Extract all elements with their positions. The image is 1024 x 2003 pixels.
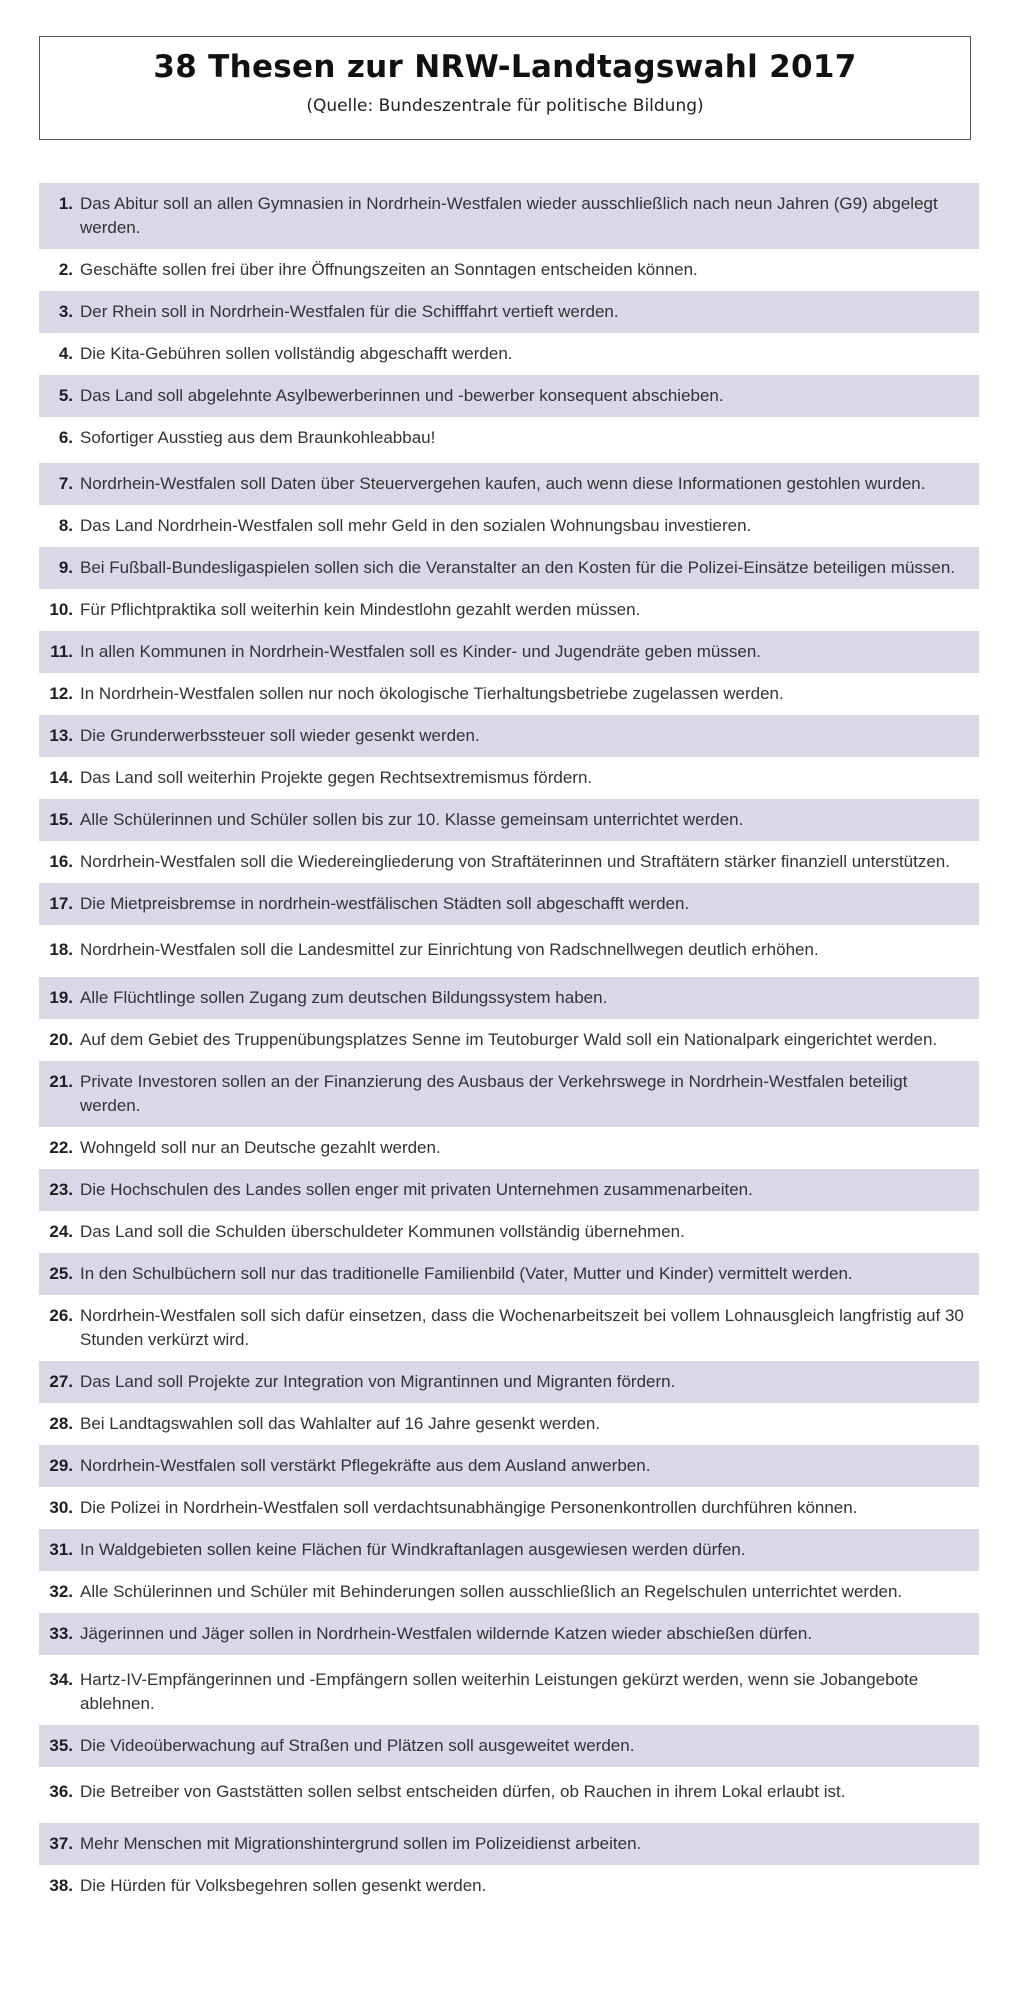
thesis-text: Nordrhein-Westfalen soll die Landesmittel zur Einrichtung von Radschnellwegen deutlich erhöhen. (80, 940, 819, 959)
thesis-number: 19. (49, 988, 73, 1007)
thesis-number: 23. (49, 1180, 73, 1199)
thesis-text: Das Land Nordrhein-Westfalen soll mehr Geld in den sozialen Wohnungsbau investieren. (80, 516, 752, 535)
thesis-number: 22. (49, 1138, 73, 1157)
thesis-item (39, 183, 979, 249)
thesis-item (39, 249, 979, 291)
thesis-item (39, 291, 979, 333)
thesis-number: 25. (49, 1264, 73, 1283)
thesis-text: Das Land soll die Schulden überschuldeter Kommunen vollständig übernehmen. (80, 1222, 685, 1241)
thesis-number: 29. (49, 1456, 73, 1475)
thesis-text: Der Rhein soll in Nordrhein-Westfalen für die Schifffahrt vertieft werden. (80, 302, 619, 321)
thesis-item (39, 463, 979, 505)
thesis-item (39, 1445, 979, 1487)
thesis-item (39, 1613, 979, 1655)
thesis-number: 3. (58, 302, 73, 321)
thesis-number: 21. (49, 1072, 73, 1091)
thesis-item (39, 977, 979, 1019)
thesis-number: 1. (58, 194, 73, 213)
thesis-text: In den Schulbüchern soll nur das traditionelle Familienbild (Vater, Mutter und Kinder) vermittelt werden. (80, 1264, 853, 1283)
thesis-item (39, 929, 979, 971)
thesis-text: Die Betreiber von Gaststätten sollen selbst entscheiden dürfen, ob Rauchen in ihrem Lokal erlaubt ist. (80, 1782, 846, 1801)
thesis-item (39, 1019, 979, 1061)
thesis-item (39, 1211, 979, 1253)
thesis-text: Bei Fußball-Bundesligaspielen sollen sich die Veranstalter an den Kosten für die Polizei-Einsätze beteiligen müssen. (80, 558, 956, 577)
thesis-number: 4. (58, 344, 73, 363)
thesis-text: Alle Schülerinnen und Schüler mit Behinderungen sollen ausschließlich an Regelschulen unterrichtet werden. (80, 1582, 903, 1601)
thesis-text: Die Grunderwerbssteuer soll wieder gesenkt werden. (80, 726, 480, 745)
thesis-text: Die Kita-Gebühren sollen vollständig abgeschafft werden. (80, 344, 513, 363)
thesis-item (39, 1529, 979, 1571)
thesis-item (39, 883, 979, 925)
thesis-number: 10. (49, 600, 73, 619)
thesis-item (39, 1169, 979, 1211)
thesis-number: 5. (58, 386, 73, 405)
thesis-text: Auf dem Gebiet des Truppenübungsplatzes Senne im Teutoburger Wald soll ein Nationalpark eingerichtet werden. (80, 1030, 938, 1049)
thesis-number: 13. (49, 726, 73, 745)
thesis-item (39, 1403, 979, 1445)
thesis-item (39, 1127, 979, 1169)
thesis-item (39, 1865, 979, 1907)
page-title: 38 Thesen zur NRW-Landtagswahl 2017 (153, 49, 857, 85)
thesis-number: 2. (58, 260, 73, 279)
source-subtitle: (Quelle: Bundeszentrale für politische Bildung) (306, 96, 704, 116)
thesis-number: 6. (58, 428, 73, 447)
thesis-item (39, 1571, 979, 1613)
thesis-text: Die Polizei in Nordrhein-Westfalen soll verdachtsunabhängige Personenkontrollen durchführen können. (80, 1498, 858, 1517)
thesis-item (39, 1771, 979, 1813)
theses-list (39, 183, 979, 1907)
thesis-text: In Nordrhein-Westfalen sollen nur noch ökologische Tierhaltungsbetriebe zugelassen werden. (80, 684, 784, 703)
thesis-text: In Waldgebieten sollen keine Flächen für Windkraftanlagen ausgewiesen werden dürfen. (80, 1540, 746, 1559)
thesis-text: Die Videoüberwachung auf Straßen und Plätzen soll ausgeweitet werden. (80, 1736, 635, 1755)
thesis-text: Das Land soll weiterhin Projekte gegen Rechtsextremismus fördern. (80, 768, 593, 787)
thesis-number: 18. (49, 940, 73, 959)
thesis-item (39, 1295, 979, 1361)
thesis-text: Sofortiger Ausstieg aus dem Braunkohleabbau! (80, 428, 436, 447)
thesis-text: Die Mietpreisbremse in nordrhein-westfälischen Städten soll abgeschafft werden. (80, 894, 690, 913)
thesis-number: 12. (49, 684, 73, 703)
thesis-item (39, 589, 979, 631)
thesis-number: 28. (49, 1414, 73, 1433)
thesis-item (39, 757, 979, 799)
thesis-text: Geschäfte sollen frei über ihre Öffnungszeiten an Sonntagen entscheiden können. (80, 260, 698, 279)
thesis-number: 36. (49, 1782, 73, 1801)
thesis-number: 38. (49, 1876, 73, 1895)
thesis-text: Das Land soll abgelehnte Asylbewerberinnen und -bewerber konsequent abschieben. (80, 386, 724, 405)
thesis-number: 20. (49, 1030, 73, 1049)
thesis-text: Für Pflichtpraktika soll weiterhin kein Mindestlohn gezahlt werden müssen. (80, 600, 641, 619)
thesis-number: 34. (49, 1670, 73, 1689)
thesis-text: Hartz-IV-Empfängerinnen und -Empfängern sollen weiterhin Leistungen gekürzt werden, wenn sie Jobangebote ablehnen. (80, 1670, 919, 1713)
thesis-text: Nordrhein-Westfalen soll verstärkt Pflegekräfte aus dem Ausland anwerben. (80, 1456, 651, 1475)
thesis-text: Mehr Menschen mit Migrationshintergrund sollen im Polizeidienst arbeiten. (80, 1834, 642, 1853)
thesis-number: 32. (49, 1582, 73, 1601)
thesis-item (39, 841, 979, 883)
thesis-number: 30. (49, 1498, 73, 1517)
thesis-number: 35. (49, 1736, 73, 1755)
thesis-text: Nordrhein-Westfalen soll sich dafür einsetzen, dass die Wochenarbeitszeit bei vollem Lohnausgleich langfristig auf 30 Stunden verkürzt wird. (80, 1306, 964, 1349)
thesis-item (39, 1725, 979, 1767)
thesis-number: 26. (49, 1306, 73, 1325)
header-box (39, 36, 971, 140)
thesis-number: 33. (49, 1624, 73, 1643)
thesis-text: In allen Kommunen in Nordrhein-Westfalen soll es Kinder- und Jugendräte geben müssen. (80, 642, 762, 661)
thesis-text: Die Hochschulen des Landes sollen enger mit privaten Unternehmen zusammenarbeiten. (80, 1180, 753, 1199)
thesis-text: Wohngeld soll nur an Deutsche gezahlt werden. (80, 1138, 441, 1157)
thesis-item (39, 799, 979, 841)
thesis-item (39, 505, 979, 547)
thesis-item (39, 715, 979, 757)
thesis-text: Alle Schülerinnen und Schüler sollen bis zur 10. Klasse gemeinsam unterrichtet werden. (80, 810, 744, 829)
thesis-number: 17. (49, 894, 73, 913)
thesis-item (39, 1823, 979, 1865)
thesis-text: Alle Flüchtlinge sollen Zugang zum deutschen Bildungssystem haben. (80, 988, 608, 1007)
thesis-text: Nordrhein-Westfalen soll Daten über Steuervergehen kaufen, auch wenn diese Informationen gestohlen wurden. (80, 474, 926, 493)
thesis-number: 15. (49, 810, 73, 829)
thesis-text: Die Hürden für Volksbegehren sollen gesenkt werden. (80, 1876, 487, 1895)
thesis-text: Nordrhein-Westfalen soll die Wiedereingliederung von Straftäterinnen und Straftätern stärker finanziell unterstützen. (80, 852, 950, 871)
thesis-item (39, 1253, 979, 1295)
thesis-item (39, 631, 979, 673)
thesis-text: Jägerinnen und Jäger sollen in Nordrhein-Westfalen wildernde Katzen wieder abschießen dürfen. (80, 1624, 813, 1643)
thesis-number: 16. (49, 852, 73, 871)
thesis-number: 9. (58, 558, 73, 577)
thesis-number: 14. (49, 768, 73, 787)
thesis-item (39, 417, 979, 459)
thesis-text: Das Land soll Projekte zur Integration von Migrantinnen und Migranten fördern. (80, 1372, 676, 1391)
thesis-number: 11. (50, 642, 73, 661)
thesis-text: Das Abitur soll an allen Gymnasien in Nordrhein-Westfalen wieder ausschließlich nach neun Jahren (G9) abgelegt werden. (80, 194, 938, 237)
thesis-text: Bei Landtagswahlen soll das Wahlalter auf 16 Jahre gesenkt werden. (80, 1414, 601, 1433)
thesis-item (39, 673, 979, 715)
thesis-item (39, 1361, 979, 1403)
thesis-number: 37. (49, 1834, 73, 1853)
thesis-item (39, 1487, 979, 1529)
thesis-number: 24. (49, 1222, 73, 1241)
thesis-number: 8. (58, 516, 73, 535)
thesis-number: 7. (58, 474, 73, 493)
thesis-text: Private Investoren sollen an der Finanzierung des Ausbaus der Verkehrswege in Nordrhein-Westfalen beteiligt werden. (80, 1072, 908, 1115)
thesis-item (39, 375, 979, 417)
thesis-number: 27. (49, 1372, 73, 1391)
thesis-item (39, 1061, 979, 1127)
thesis-item (39, 547, 979, 589)
thesis-item (39, 1659, 979, 1725)
thesis-item (39, 333, 979, 375)
thesis-number: 31. (49, 1540, 73, 1559)
